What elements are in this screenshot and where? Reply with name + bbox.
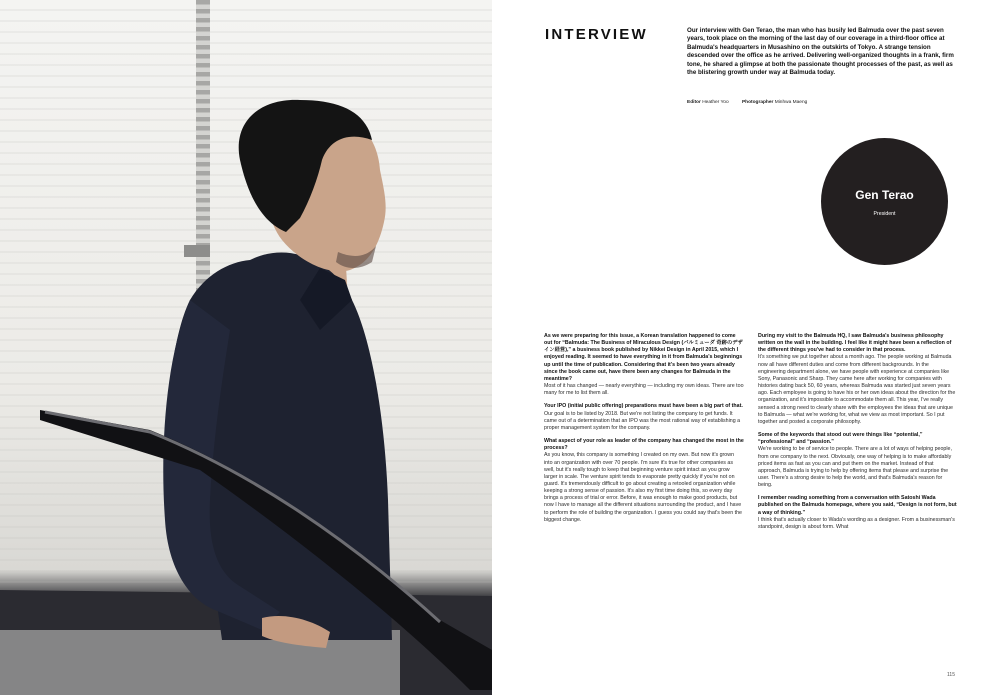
editor-credit bbox=[687, 100, 735, 105]
photographer-label: Photographer bbox=[741, 100, 774, 105]
photographer-name: Minhwa Maeng bbox=[774, 100, 808, 105]
answer: I think that's actually closer to Wada's wording as a designer. From a businessman's standpoint, design is about form. What bbox=[758, 516, 955, 530]
portrait-photo bbox=[0, 0, 492, 695]
question: As we were preparing for this issue, a Korean translation happened to come out for “Balmuda: The Business of Miraculous Design (バルミューダ 奇跡のデザイン経営),” a business book published by Nikkei Design in April 2015, which I enjoyed reading. It seemed to have everything in it from Balmuda's beginnings up until the time of publication. Considering that it's been two years already since the book came out, have there been any changes for Balmuda in the meantime? bbox=[544, 333, 743, 382]
answer: As you know, this company is something I created on my own. But now it's grown into an organization with over 70 people. I'm sure it's true for other companies as well, but it's really tough to keep that beginning venture spirit intact as you grow larger in scale. The venture spirit tends to evaporate pretty quickly if you're not on guard. It's tremendously difficult to go about creating a retooled organization while keeping a strong sense of passion. It's also my first time doing this, so every day brings a process of trial or error. Before, it was enough to make good products, but now I have to manage all the different situations surrounding the product, and I have to perform the role of building the organization. I guess you could say that's been the biggest change. bbox=[544, 452, 743, 523]
answer: Most of it has changed — nearly everything — including my own ideas. There are too many for me to list them all. bbox=[544, 383, 744, 397]
article-column-left bbox=[544, 333, 744, 530]
profile-name: Gen Terao bbox=[855, 188, 914, 202]
question: During my visit to the Balmuda HQ, I saw Balmuda's business philosophy written on the wall in the building. I feel like it might have been a reflection of the different things you've had to consider in that process. bbox=[758, 333, 952, 354]
question: Your IPO (initial public offering) preparations must have been a big part of that. bbox=[544, 403, 743, 410]
intro-paragraph: Our interview with Gen Terao, the man who has busily led Balmuda over the past seven years, took place on the morning of the last day of our coverage in a third-floor office at Balmuda's headquarters in Musashino on the outskirts of Tokyo. A strange tension descended over the office as he arrived. Delivering well-organized thoughts in a frank, firm tone, he shared a glimpse at both the passionate thought processes of the past, as well as the blistering growth under way at Balmuda today. bbox=[687, 27, 954, 77]
photographer-credit bbox=[742, 100, 813, 105]
answer: Our goal is to be listed by 2018. But we're not listing the company to get funds. It came out of a determination that an IPO was the most rational way of establishing a proper management system for the company. bbox=[544, 410, 741, 431]
editor-name: Heather Yoo bbox=[702, 100, 729, 105]
question: Some of the keywords that stood out were things like “potential,” “professional” and “passion.” bbox=[758, 432, 923, 446]
answer: We're working to be of service to people. There are a lot of ways of helping people, from one company to the next. Obviously, one way of helping is to make affordably priced items as fast as you can and put them on the market. Instead of that approach, Balmuda is trying to help by offering items that please and surprise the user. There's a strong desire to help the world, and that's Balmuda's reason for being. bbox=[758, 446, 952, 489]
profile-role: President bbox=[873, 211, 896, 217]
credits-line bbox=[687, 100, 819, 105]
page-number: 115 bbox=[947, 672, 955, 678]
article-column-right bbox=[758, 333, 958, 537]
question: I remember reading something from a conversation with Satoshi Wada published on the Balmuda homepage, where you said, “Design is not form, but a way of thinking.” bbox=[758, 495, 957, 516]
answer: It's something we put together about a month ago. The people working at Balmuda now all have different duties and come from different backgrounds. In the engineering department alone, we have people with experience at companies like Sony, Panasonic and Sharp. They came here after working for companies with histories dating back 50, 60 years, whereas Balmuda was started just seven years ago. Each employee is going to have his or her own ideas about the direction for the organization, and it's impossible to accommodate them all. This year, I've really sensed a strong need to clearly share with the employees the ideas that are unique to Balmuda — what we're working for, what we view as most important. So I put together and posted a corporate philosophy. bbox=[758, 354, 956, 425]
profile-badge bbox=[821, 138, 948, 265]
question: What aspect of your role as leader of the company has changed the most in the process? bbox=[544, 438, 744, 452]
editor-label: Editor bbox=[687, 100, 701, 105]
section-heading: INTERVIEW bbox=[545, 26, 648, 43]
interviewee-figure bbox=[0, 0, 492, 695]
